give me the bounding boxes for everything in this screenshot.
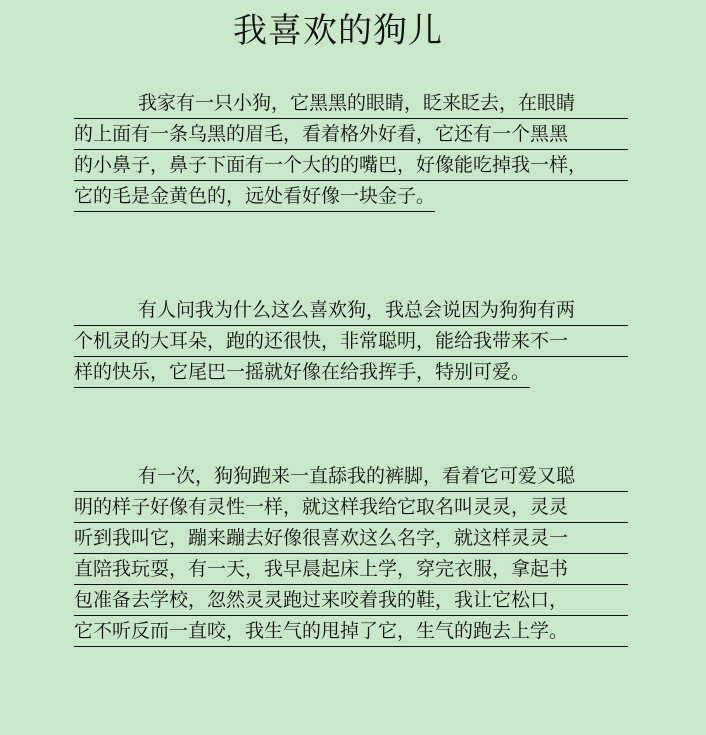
text-line: 有一次，狗狗跑来一直舔我的裤脚，看着它可爱又聪 xyxy=(74,461,628,492)
text-line: 我家有一只小狗，它黑黑的眼睛，眨来眨去，在眼睛 xyxy=(74,88,628,119)
paragraph-3 xyxy=(74,461,628,647)
text-line: 的小鼻子，鼻子下面有一个大的的嘴巴，好像能吃掉我一样， xyxy=(74,150,628,181)
text-line: 直陪我玩耍，有一天，我早晨起床上学，穿完衣服，拿起书 xyxy=(74,554,628,585)
text-line: 听到我叫它，蹦来蹦去好像很喜欢这么名字，就这样灵灵一 xyxy=(74,523,628,554)
text-line: 样的快乐，它尾巴一摇就好像在给我挥手，特别可爱。 xyxy=(74,357,530,388)
text-line: 包准备去学校，忽然灵灵跑过来咬着我的鞋，我让它松口， xyxy=(74,585,628,616)
text-line: 它不听反而一直咬，我生气的甩掉了它，生气的跑去上学。 xyxy=(74,616,628,647)
text-line: 的上面有一条乌黑的眉毛，看着格外好看，它还有一个黑黑 xyxy=(74,119,628,150)
text-line: 有人问我为什么这么喜欢狗，我总会说因为狗狗有两 xyxy=(74,295,628,326)
text-line: 个机灵的大耳朵，跑的还很快，非常聪明，能给我带来不一 xyxy=(74,326,628,357)
paragraph-1 xyxy=(74,88,628,216)
paragraph-2 xyxy=(74,295,628,392)
document-title: 我喜欢的狗儿 xyxy=(233,11,443,51)
text-line: 明的样子好像有灵性一样，就这样我给它取名叫灵灵，灵灵 xyxy=(74,492,628,523)
text-line: 它的毛是金黄色的，远处看好像一块金子。 xyxy=(74,181,435,212)
